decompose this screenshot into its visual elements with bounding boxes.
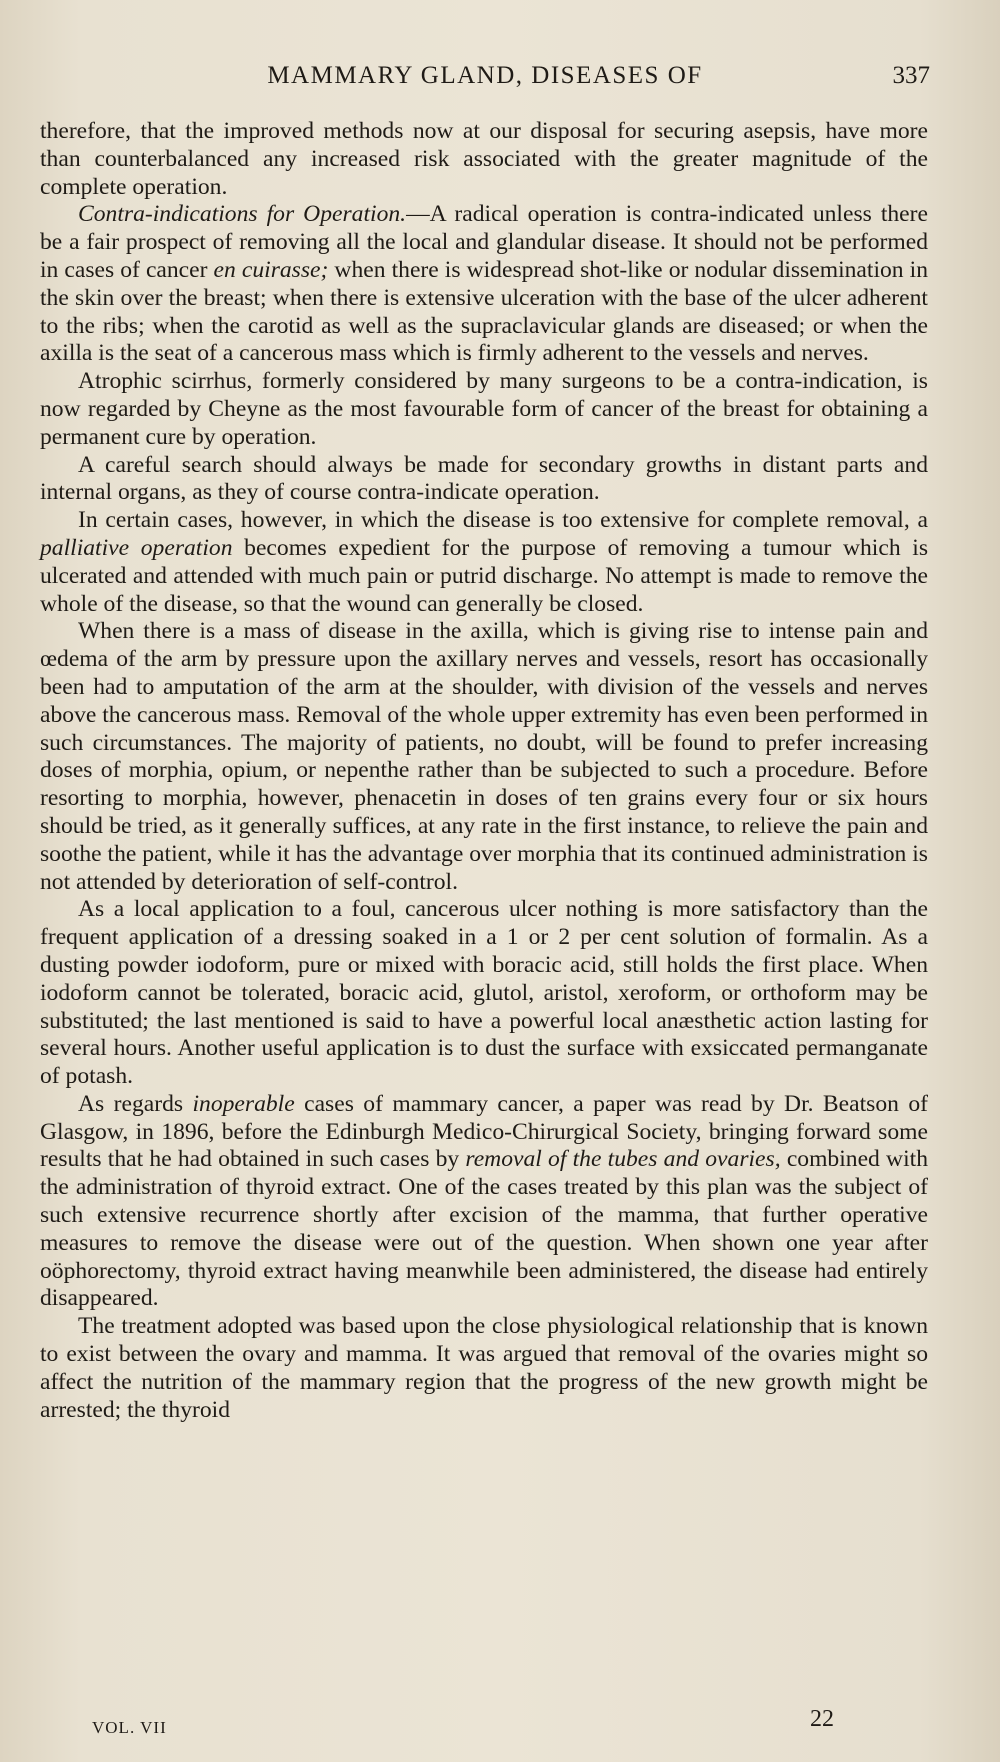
volume-label: VOL. VII bbox=[92, 1718, 167, 1737]
paragraph bbox=[40, 1091, 928, 1313]
text-run: When there is a mass of disease in the axilla, which is giving rise to intense pain and œdema of the arm by pressure upon the axillary nerves and vessels, resort has occasionally been had to amputation of the arm at the shoulder, with division of the vessels and nerves above the cancerous mass. Removal of the whole upper extremity has even been performed in such circumstances. The majority of patients, no doubt, will be found to prefer increasing doses of morphia, opium, or nepenthe rather than be subjected to such a procedure. Before resorting to morphia, however, phenacetin in doses of ten grains every four or six hours should be tried, as it generally suffices, at any rate in the first instance, to relieve the pain and soothe the patient, while it has the advantage over morphia that its continued administration is not attended by deterioration of self-control. bbox=[40, 618, 928, 895]
body-text bbox=[40, 118, 928, 1424]
text-run: combined with the administration of thyroid extract. One of the cases treated by this plan was the subject of such extensive recurrence shortly after excision of the mamma, that further operative measures to remove the disease were out of the question. When shown one year after oöphorectomy, thyroid extract having meanwhile been administered, the disease had entirely disappeared. bbox=[40, 1146, 929, 1312]
paragraph bbox=[40, 507, 928, 618]
running-head: MAMMARY GLAND, DISEASES OF bbox=[267, 62, 703, 89]
text-run: —A radical operation is contra-indicated unless there be a fair prospect of removing all the local and glandular disease. It should not be performed in cases of cancer bbox=[40, 201, 928, 283]
text-run: In certain cases, however, in which the disease is too extensive for complete removal, a bbox=[78, 507, 928, 534]
page-header bbox=[40, 62, 930, 98]
text-run: when there is widespread shot-like or nodular dissemination in the skin over the breast; when there is extensive ulceration with the base of the ulcer adherent to the ribs; when the carotid as well as the supraclavicular glands are diseased; or when the axilla is the seat of a cancerous mass which is firmly adherent to the vessels and nerves. bbox=[40, 256, 929, 367]
paragraph bbox=[40, 1313, 928, 1424]
page-footer bbox=[40, 1706, 928, 1742]
paragraph bbox=[40, 118, 928, 201]
paragraph bbox=[40, 201, 928, 368]
text-run: becomes expedient for the purpose of removing a tumour which is ulcerated and attended with much pain or putrid discharge. No attempt is made to remove the whole of the disease, so that the wound can generally be closed. bbox=[40, 534, 928, 617]
signature-mark: 22 bbox=[810, 1706, 834, 1732]
page-number: 337 bbox=[892, 62, 930, 89]
italic-text: removal of the tubes and ovaries, bbox=[465, 1146, 781, 1173]
italic-text: palliative operation bbox=[40, 534, 233, 561]
text-run: therefore, that the improved methods now at our disposal for securing asepsis, have more than counterbalanced any increased risk associated with the greater magnitude of the complete operation. bbox=[40, 118, 928, 200]
text-run: The treatment adopted was based upon the close physiological relationship that is known to exist between the ovary and mamma. It was argued that removal of the ovaries might so affect the nutrition of the mammary region that the progress of the new growth might be arrested; the thyroid bbox=[40, 1313, 928, 1423]
paragraph bbox=[40, 896, 928, 1091]
paragraph bbox=[40, 452, 928, 508]
text-run: A careful search should always be made for secondary growths in distant parts and internal organs, as they of course contra-indicate operation. bbox=[40, 451, 928, 506]
text-run: As a local application to a foul, cancerous ulcer nothing is more satisfactory than the frequent application of a dressing soaked in a 1 or 2 per cent solution of formalin. As a dusting powder iodoform, pure or mixed with boracic acid, still holds the first place. When iodoform cannot be tolerated, boracic acid, glutol, aristol, xeroform, or orthoform may be substituted; the last mentioned is said to have a powerful local anæsthetic action lasting for several hours. Another useful application is to dust the surface with exsiccated permanganate of potash. bbox=[40, 896, 928, 1090]
italic-text: inoperable bbox=[192, 1090, 295, 1117]
italic-text: Contra-indications for Operation. bbox=[78, 201, 407, 228]
text-run: Atrophic scirrhus, formerly considered by many surgeons to be a contra-indication, is now regarded by Cheyne as the most favourable form of cancer of the breast for obtaining a permanent cure by operation. bbox=[40, 368, 928, 450]
italic-text: en cuirasse; bbox=[213, 256, 329, 283]
text-run: As regards bbox=[78, 1090, 193, 1117]
text-run: cases of mammary cancer, a paper was read by Dr. Beatson of Glasgow, in 1896, before the Edinburgh Medico-Chirurgical Society, bringing forward some results that he had obtained in such cases by bbox=[40, 1090, 929, 1173]
paragraph bbox=[40, 618, 928, 896]
paragraph bbox=[40, 368, 928, 451]
